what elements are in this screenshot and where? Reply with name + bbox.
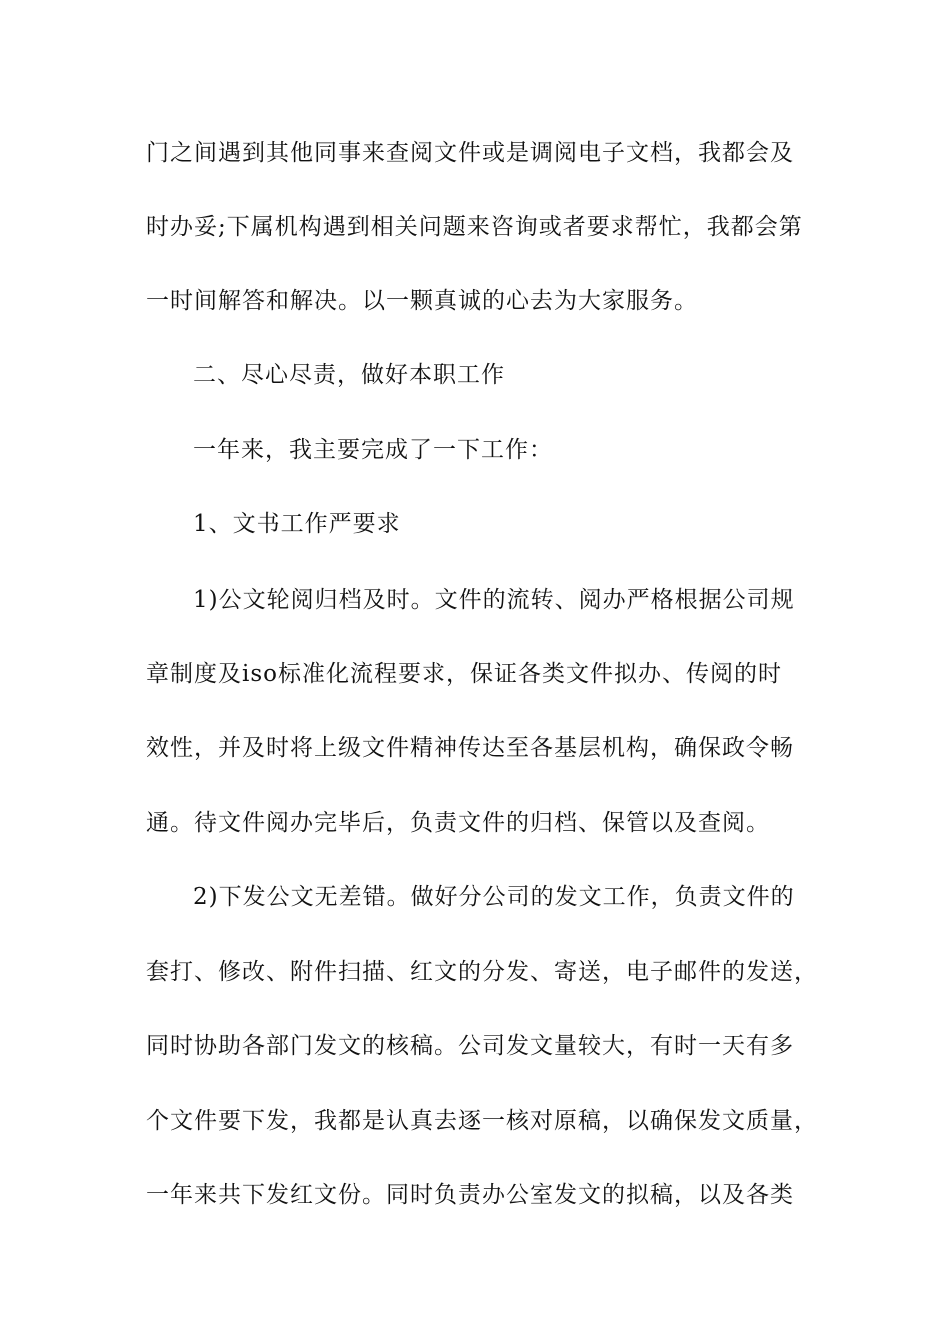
body-text-line: 一年来共下发红文份。同时负责办公室发文的拟稿，以及各类 bbox=[146, 1182, 794, 1208]
subsection-heading: 1、文书工作严要求 bbox=[193, 511, 401, 537]
body-text-line: 2)下发公文无差错。做好分公司的发文工作，负责文件的 bbox=[193, 884, 795, 910]
body-text-line: 一年来，我主要完成了一下工作： bbox=[193, 437, 553, 463]
body-text-line: 1)公文轮阅归档及时。文件的流转、阅办严格根据公司规 bbox=[193, 587, 795, 613]
section-heading: 二、尽心尽责，做好本职工作 bbox=[193, 362, 505, 388]
body-text-line: 通。待文件阅办完毕后，负责文件的归档、保管以及查阅。 bbox=[146, 810, 770, 836]
body-text-line: 门之间遇到其他同事来查阅文件或是调阅电子文档，我都会及 bbox=[146, 140, 794, 166]
body-text-line: 时办妥;下属机构遇到相关问题来咨询或者要求帮忙，我都会第 bbox=[146, 214, 803, 240]
body-text-line: 章制度及iso标准化流程要求，保证各类文件拟办、传阅的时 bbox=[146, 661, 783, 687]
body-text-line: 一时间解答和解决。以一颗真诚的心去为大家服务。 bbox=[146, 288, 698, 314]
body-text-line: 效性，并及时将上级文件精神传达至各基层机构，确保政令畅 bbox=[146, 735, 794, 761]
body-text-line: 个文件要下发，我都是认真去逐一核对原稿，以确保发文质量， bbox=[146, 1108, 818, 1134]
body-text-line: 同时协助各部门发文的核稿。公司发文量较大，有时一天有多 bbox=[146, 1033, 794, 1059]
body-text-line: 套打、修改、附件扫描、红文的分发、寄送，电子邮件的发送， bbox=[146, 959, 818, 985]
